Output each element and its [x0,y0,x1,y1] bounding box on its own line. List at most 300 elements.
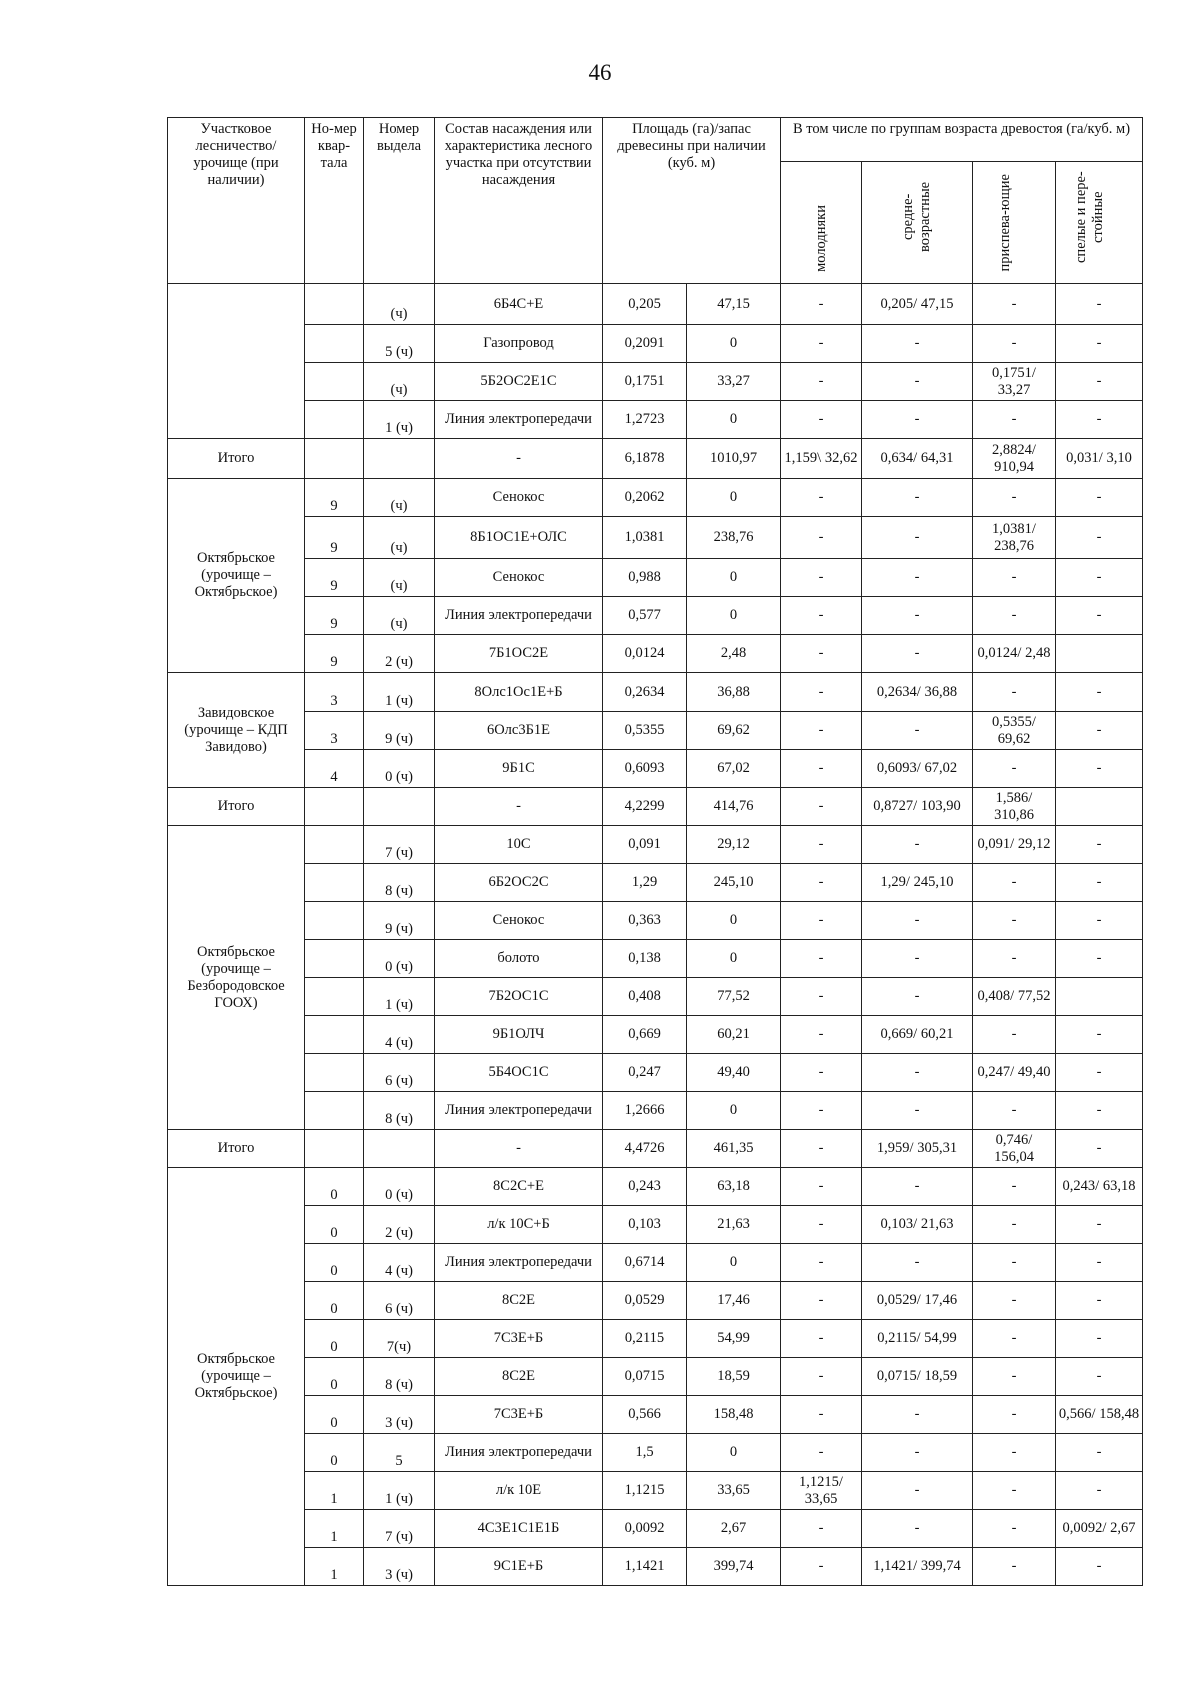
composition-cell: 7С3Е+Б [435,1320,603,1358]
lot-cell: 1 (ч) [364,673,435,712]
middle-cell: - [862,325,973,363]
quarter-cell [305,1054,364,1092]
lot-cell: 5 [364,1434,435,1472]
header-forestry: Участковое лесничество/ урочище (при наличии) [168,118,305,284]
premature-cell: - [973,1358,1056,1396]
composition-cell: 5Б4ОС1С [435,1054,603,1092]
lot-cell: (ч) [364,363,435,401]
volume-cell: 63,18 [687,1168,781,1206]
middle-cell: 0,0529/ 17,46 [862,1282,973,1320]
premature-cell: - [973,401,1056,439]
volume-cell: 0 [687,401,781,439]
area-cell: 0,103 [603,1206,687,1244]
young-cell: - [781,1320,862,1358]
total-row [168,439,1143,479]
area-cell: 0,091 [603,826,687,864]
premature-cell: - [973,1548,1056,1586]
lot-cell: 8 (ч) [364,1358,435,1396]
composition-cell: 8С2Е [435,1358,603,1396]
table-row [168,978,1143,1016]
total-row [168,788,1143,826]
mature-cell [1056,978,1143,1016]
quarter-cell: 0 [305,1358,364,1396]
premature-cell: - [973,1206,1056,1244]
volume-cell: 2,48 [687,635,781,673]
young-cell: - [781,363,862,401]
composition-cell: 9Б1С [435,750,603,788]
lot-cell: (ч) [364,597,435,635]
table-row [168,363,1143,401]
volume-cell: 36,88 [687,673,781,712]
volume-cell: 0 [687,1092,781,1130]
lot-cell: 8 (ч) [364,1092,435,1130]
middle-cell: - [862,401,973,439]
premature-cell: - [973,1016,1056,1054]
premature-cell: 1,0381/ 238,76 [973,517,1056,559]
area-cell: 0,577 [603,597,687,635]
premature-cell: - [973,673,1056,712]
table-row [168,284,1143,325]
premature-cell: - [973,940,1056,978]
young-cell: - [781,750,862,788]
volume-cell: 414,76 [687,788,781,826]
area-cell: 0,408 [603,978,687,1016]
area-cell: 1,2666 [603,1092,687,1130]
middle-cell: - [862,1396,973,1434]
quarter-cell [305,363,364,401]
mature-cell: 0,0092/ 2,67 [1056,1510,1143,1548]
premature-cell: - [973,1092,1056,1130]
area-cell: 0,243 [603,1168,687,1206]
area-cell: 0,2634 [603,673,687,712]
young-cell: 1,1215/ 33,65 [781,1472,862,1510]
middle-cell: 0,0715/ 18,59 [862,1358,973,1396]
header-lot: Номер выдела [364,118,435,284]
middle-cell: 1,959/ 305,31 [862,1130,973,1168]
area-cell: 0,6714 [603,1244,687,1282]
total-row [168,1130,1143,1168]
quarter-cell: 9 [305,597,364,635]
quarter-cell: 0 [305,1320,364,1358]
area-cell: 4,4726 [603,1130,687,1168]
composition-cell: 8С2С+Е [435,1168,603,1206]
volume-cell: 0 [687,940,781,978]
lot-cell [364,439,435,479]
lot-cell: 1 (ч) [364,1472,435,1510]
volume-cell: 238,76 [687,517,781,559]
table-row [168,1244,1143,1282]
volume-cell: 54,99 [687,1320,781,1358]
mature-cell: - [1056,1320,1143,1358]
volume-cell: 0 [687,479,781,517]
middle-cell: - [862,902,973,940]
composition-cell: - [435,1130,603,1168]
lot-cell: 0 (ч) [364,940,435,978]
area-cell: 0,138 [603,940,687,978]
table-row [168,1206,1143,1244]
table-row [168,1358,1143,1396]
table-row [168,597,1143,635]
lot-cell: 9 (ч) [364,902,435,940]
table-row [168,401,1143,439]
young-cell: - [781,597,862,635]
page-number: 46 [588,60,612,85]
quarter-cell: 0 [305,1434,364,1472]
premature-cell: - [973,750,1056,788]
lot-cell [364,788,435,826]
volume-cell: 245,10 [687,864,781,902]
mature-cell: 0,243/ 63,18 [1056,1168,1143,1206]
quarter-cell [305,788,364,826]
header-young: молодняки [781,162,862,284]
area-cell: 0,205 [603,284,687,325]
composition-cell: болото [435,940,603,978]
quarter-cell [305,864,364,902]
area-cell: 0,247 [603,1054,687,1092]
middle-cell: - [862,1054,973,1092]
young-cell: - [781,325,862,363]
middle-cell: 1,1421/ 399,74 [862,1548,973,1586]
lot-cell: (ч) [364,479,435,517]
header-middle: средне-возрастные [862,162,973,284]
table-row [168,750,1143,788]
mature-cell: - [1056,902,1143,940]
area-cell: 0,1751 [603,363,687,401]
mature-cell: - [1056,479,1143,517]
lot-cell: 7 (ч) [364,1510,435,1548]
area-cell: 4,2299 [603,788,687,826]
composition-cell: 8Олс1Ос1Е+Б [435,673,603,712]
table-row [168,1320,1143,1358]
volume-cell: 49,40 [687,1054,781,1092]
lot-cell: 7(ч) [364,1320,435,1358]
area-cell: 0,669 [603,1016,687,1054]
young-cell: - [781,1092,862,1130]
table-row [168,1396,1143,1434]
table-row [168,559,1143,597]
table-row [168,826,1143,864]
volume-cell: 29,12 [687,826,781,864]
volume-cell: 0 [687,902,781,940]
volume-cell: 77,52 [687,978,781,1016]
lot-cell: 3 (ч) [364,1548,435,1586]
quarter-cell: 3 [305,712,364,750]
composition-cell: 6Олс3Б1Е [435,712,603,750]
table-row [168,1472,1143,1510]
lot-cell: 2 (ч) [364,635,435,673]
premature-cell: 0,091/ 29,12 [973,826,1056,864]
young-cell: - [781,1244,862,1282]
middle-cell: - [862,559,973,597]
premature-cell: - [973,559,1056,597]
quarter-cell: 9 [305,517,364,559]
area-cell: 0,5355 [603,712,687,750]
mature-cell: - [1056,1358,1143,1396]
middle-cell: - [862,940,973,978]
premature-cell: - [973,1244,1056,1282]
middle-cell: 0,103/ 21,63 [862,1206,973,1244]
lot-cell: 9 (ч) [364,712,435,750]
table-row [168,1548,1143,1586]
area-cell: 0,0715 [603,1358,687,1396]
volume-cell: 18,59 [687,1358,781,1396]
young-cell: - [781,712,862,750]
area-cell: 1,29 [603,864,687,902]
quarter-cell: 0 [305,1282,364,1320]
quarter-cell: 0 [305,1206,364,1244]
composition-cell: Линия электропередачи [435,401,603,439]
premature-cell: - [973,1168,1056,1206]
premature-cell: 0,247/ 49,40 [973,1054,1056,1092]
mature-cell: - [1056,673,1143,712]
premature-cell: - [973,1510,1056,1548]
composition-cell: Сенокос [435,559,603,597]
volume-cell: 21,63 [687,1206,781,1244]
volume-cell: 67,02 [687,750,781,788]
area-cell: 1,2723 [603,401,687,439]
area-cell: 6,1878 [603,439,687,479]
area-cell: 0,2062 [603,479,687,517]
area-cell: 1,1421 [603,1548,687,1586]
composition-cell: 7Б2ОС1С [435,978,603,1016]
mature-cell: - [1056,1282,1143,1320]
middle-cell: - [862,597,973,635]
young-cell: - [781,635,862,673]
composition-cell: Линия электропередачи [435,1244,603,1282]
mature-cell: - [1056,826,1143,864]
table-row [168,1168,1143,1206]
mature-cell: - [1056,1206,1143,1244]
forestry-cell [168,284,305,439]
volume-cell: 0 [687,1244,781,1282]
quarter-cell: 9 [305,559,364,597]
area-cell: 0,0092 [603,1510,687,1548]
premature-cell: - [973,1282,1056,1320]
composition-cell: - [435,788,603,826]
volume-cell: 0 [687,559,781,597]
table-row [168,1054,1143,1092]
area-cell: 0,2115 [603,1320,687,1358]
composition-cell: Линия электропередачи [435,597,603,635]
area-cell: 1,0381 [603,517,687,559]
quarter-cell [305,325,364,363]
composition-cell: 8С2Е [435,1282,603,1320]
young-cell: - [781,826,862,864]
forestry-cell: Завидовское (урочище – КДП Завидово) [168,673,305,788]
quarter-cell [305,826,364,864]
area-cell: 0,988 [603,559,687,597]
middle-cell: 0,669/ 60,21 [862,1016,973,1054]
middle-cell: - [862,826,973,864]
quarter-cell: 9 [305,635,364,673]
area-cell: 1,1215 [603,1472,687,1510]
composition-cell: Линия электропередачи [435,1092,603,1130]
lot-cell: (ч) [364,517,435,559]
lot-cell: 2 (ч) [364,1206,435,1244]
young-cell: 1,159\ 32,62 [781,439,862,479]
mature-cell: - [1056,1472,1143,1510]
lot-cell: (ч) [364,284,435,325]
young-cell: - [781,559,862,597]
quarter-cell [305,401,364,439]
area-cell: 0,2091 [603,325,687,363]
quarter-cell [305,978,364,1016]
table-row [168,325,1143,363]
premature-cell: 0,0124/ 2,48 [973,635,1056,673]
composition-cell: 8Б1ОС1Е+ОЛС [435,517,603,559]
young-cell: - [781,401,862,439]
total-label: Итого [168,788,305,826]
middle-cell: 0,8727/ 103,90 [862,788,973,826]
composition-cell: 7С3Е+Б [435,1396,603,1434]
total-label: Итого [168,1130,305,1168]
young-cell: - [781,1054,862,1092]
mature-cell: 0,566/ 158,48 [1056,1396,1143,1434]
table-row [168,673,1143,712]
mature-cell: - [1056,1244,1143,1282]
table-row [168,1434,1143,1472]
young-cell: - [781,1016,862,1054]
young-cell: - [781,902,862,940]
volume-cell: 1010,97 [687,439,781,479]
quarter-cell: 1 [305,1472,364,1510]
middle-cell: - [862,517,973,559]
quarter-cell [305,1016,364,1054]
premature-cell: - [973,1320,1056,1358]
lot-cell: 0 (ч) [364,1168,435,1206]
quarter-cell: 3 [305,673,364,712]
middle-cell: 0,2115/ 54,99 [862,1320,973,1358]
composition-cell: Сенокос [435,479,603,517]
young-cell: - [781,1130,862,1168]
mature-cell: - [1056,559,1143,597]
volume-cell: 461,35 [687,1130,781,1168]
composition-cell: 4С3Е1С1Е1Б [435,1510,603,1548]
forestry-cell: Октябрьское (урочище – Безбородовское ГООХ) [168,826,305,1130]
volume-cell: 399,74 [687,1548,781,1586]
lot-cell: 1 (ч) [364,978,435,1016]
premature-cell: - [973,902,1056,940]
lot-cell [364,1130,435,1168]
mature-cell: - [1056,1434,1143,1472]
mature-cell: - [1056,712,1143,750]
young-cell: - [781,940,862,978]
young-cell: - [781,1396,862,1434]
header-area: Площадь (га)/запас древесины при наличии (куб. м) [603,118,781,284]
table-row [168,479,1143,517]
young-cell: - [781,788,862,826]
composition-cell: 5Б2ОС2Е1С [435,363,603,401]
table-row [168,902,1143,940]
area-cell: 0,0529 [603,1282,687,1320]
young-cell: - [781,1510,862,1548]
middle-cell: - [862,712,973,750]
mature-cell [1056,788,1143,826]
volume-cell: 2,67 [687,1510,781,1548]
volume-cell: 47,15 [687,284,781,325]
table-row [168,1510,1143,1548]
volume-cell: 0 [687,597,781,635]
header-composition: Состав насаждения или характеристика лесного участка при отсутствии насаждения [435,118,603,284]
middle-cell: - [862,1510,973,1548]
mature-cell: - [1056,1054,1143,1092]
lot-cell: 1 (ч) [364,401,435,439]
quarter-cell: 1 [305,1548,364,1586]
premature-cell: - [973,479,1056,517]
table-row [168,712,1143,750]
quarter-cell [305,439,364,479]
volume-cell: 33,27 [687,363,781,401]
mature-cell: - [1056,363,1143,401]
premature-cell: - [973,1434,1056,1472]
premature-cell: - [973,1396,1056,1434]
area-cell: 1,5 [603,1434,687,1472]
middle-cell: - [862,1092,973,1130]
mature-cell: - [1056,1130,1143,1168]
middle-cell: 0,205/ 47,15 [862,284,973,325]
young-cell: - [781,1168,862,1206]
premature-cell: - [973,864,1056,902]
quarter-cell [305,1092,364,1130]
mature-cell: - [1056,940,1143,978]
lot-cell: 4 (ч) [364,1244,435,1282]
mature-cell: - [1056,401,1143,439]
composition-cell: Линия электропередачи [435,1434,603,1472]
middle-cell: - [862,1472,973,1510]
quarter-cell: 0 [305,1244,364,1282]
young-cell: - [781,1358,862,1396]
mature-cell: - [1056,325,1143,363]
composition-cell: Газопровод [435,325,603,363]
mature-cell: - [1056,1548,1143,1586]
premature-cell: - [973,597,1056,635]
composition-cell: 9Б1ОЛЧ [435,1016,603,1054]
composition-cell: Сенокос [435,902,603,940]
lot-cell: 3 (ч) [364,1396,435,1434]
mature-cell: - [1056,1016,1143,1054]
composition-cell: 6Б2ОС2С [435,864,603,902]
premature-cell: 0,5355/ 69,62 [973,712,1056,750]
total-label: Итого [168,439,305,479]
volume-cell: 158,48 [687,1396,781,1434]
composition-cell: л/к 10Е [435,1472,603,1510]
lot-cell: 7 (ч) [364,826,435,864]
mature-cell: - [1056,1092,1143,1130]
lot-cell: 5 (ч) [364,325,435,363]
quarter-cell [305,902,364,940]
young-cell: - [781,284,862,325]
mature-cell: - [1056,284,1143,325]
composition-cell: л/к 10С+Б [435,1206,603,1244]
table-row [168,635,1143,673]
volume-cell: 17,46 [687,1282,781,1320]
middle-cell: - [862,978,973,1016]
composition-cell: 7Б1ОС2Е [435,635,603,673]
forestry-cell: Октябрьское (урочище – Октябрьское) [168,1168,305,1586]
premature-cell: 0,1751/ 33,27 [973,363,1056,401]
quarter-cell [305,940,364,978]
table-row [168,517,1143,559]
quarter-cell: 4 [305,750,364,788]
lot-cell: 6 (ч) [364,1054,435,1092]
composition-cell: 9С1Е+Б [435,1548,603,1586]
area-cell: 0,363 [603,902,687,940]
volume-cell: 0 [687,1434,781,1472]
lot-cell: 6 (ч) [364,1282,435,1320]
young-cell: - [781,978,862,1016]
lot-cell: (ч) [364,559,435,597]
quarter-cell [305,1130,364,1168]
